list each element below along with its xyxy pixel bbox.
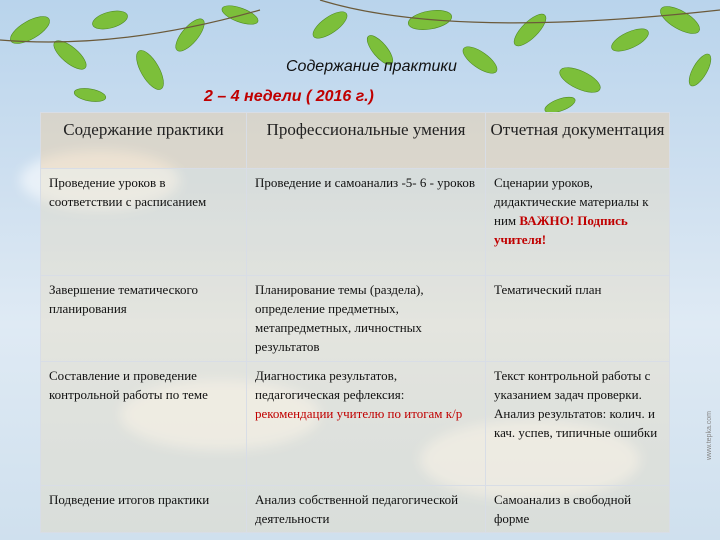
slide-title: Содержание практики (286, 58, 457, 75)
table-cell: Анализ собственной педагогической деятельности (247, 486, 486, 533)
cell-text: Диагностика результатов, педагогическая рефлексия: (255, 368, 405, 402)
table-row (41, 486, 670, 533)
column-header: Профессиональные умения (247, 113, 486, 169)
important-note: ВАЖНО! Подпись учителя! (494, 213, 628, 247)
table-cell: Завершение тематического планирования (41, 276, 247, 362)
cell-text: Сценарии уроков, дидактические материалы к ним (494, 175, 649, 228)
table-cell: Текст контрольной работы с указанием задач проверки. Анализ результатов: колич. и кач. успев, типичные ошибки (486, 362, 670, 486)
column-header: Содержание практики (41, 113, 247, 169)
table-row (41, 169, 670, 276)
table-cell: Самоанализ в свободной форме (486, 486, 670, 533)
table-header-row (41, 113, 670, 169)
watermark: www.tepka.com (706, 410, 713, 460)
table-row (41, 276, 670, 362)
table-cell: Проведение и самоанализ -5- 6 - уроков (247, 169, 486, 276)
recommendation-note: рекомендации учителю по итогам к/р (255, 406, 463, 421)
table-cell: Тематический план (486, 276, 670, 362)
table-row (41, 362, 670, 486)
table-cell (486, 169, 670, 276)
table-cell: Планирование темы (раздела), определение предметных, метапредметных, личностных результатов (247, 276, 486, 362)
table-cell: Проведение уроков в соответствии с расписанием (41, 169, 247, 276)
column-header: Отчетная документация (486, 113, 670, 169)
table-cell: Составление и проведение контрольной работы по теме (41, 362, 247, 486)
practice-table (40, 112, 670, 533)
table-cell (247, 362, 486, 486)
slide-subtitle: 2 – 4 недели ( 2016 г.) (204, 88, 374, 105)
table-cell: Подведение итогов практики (41, 486, 247, 533)
